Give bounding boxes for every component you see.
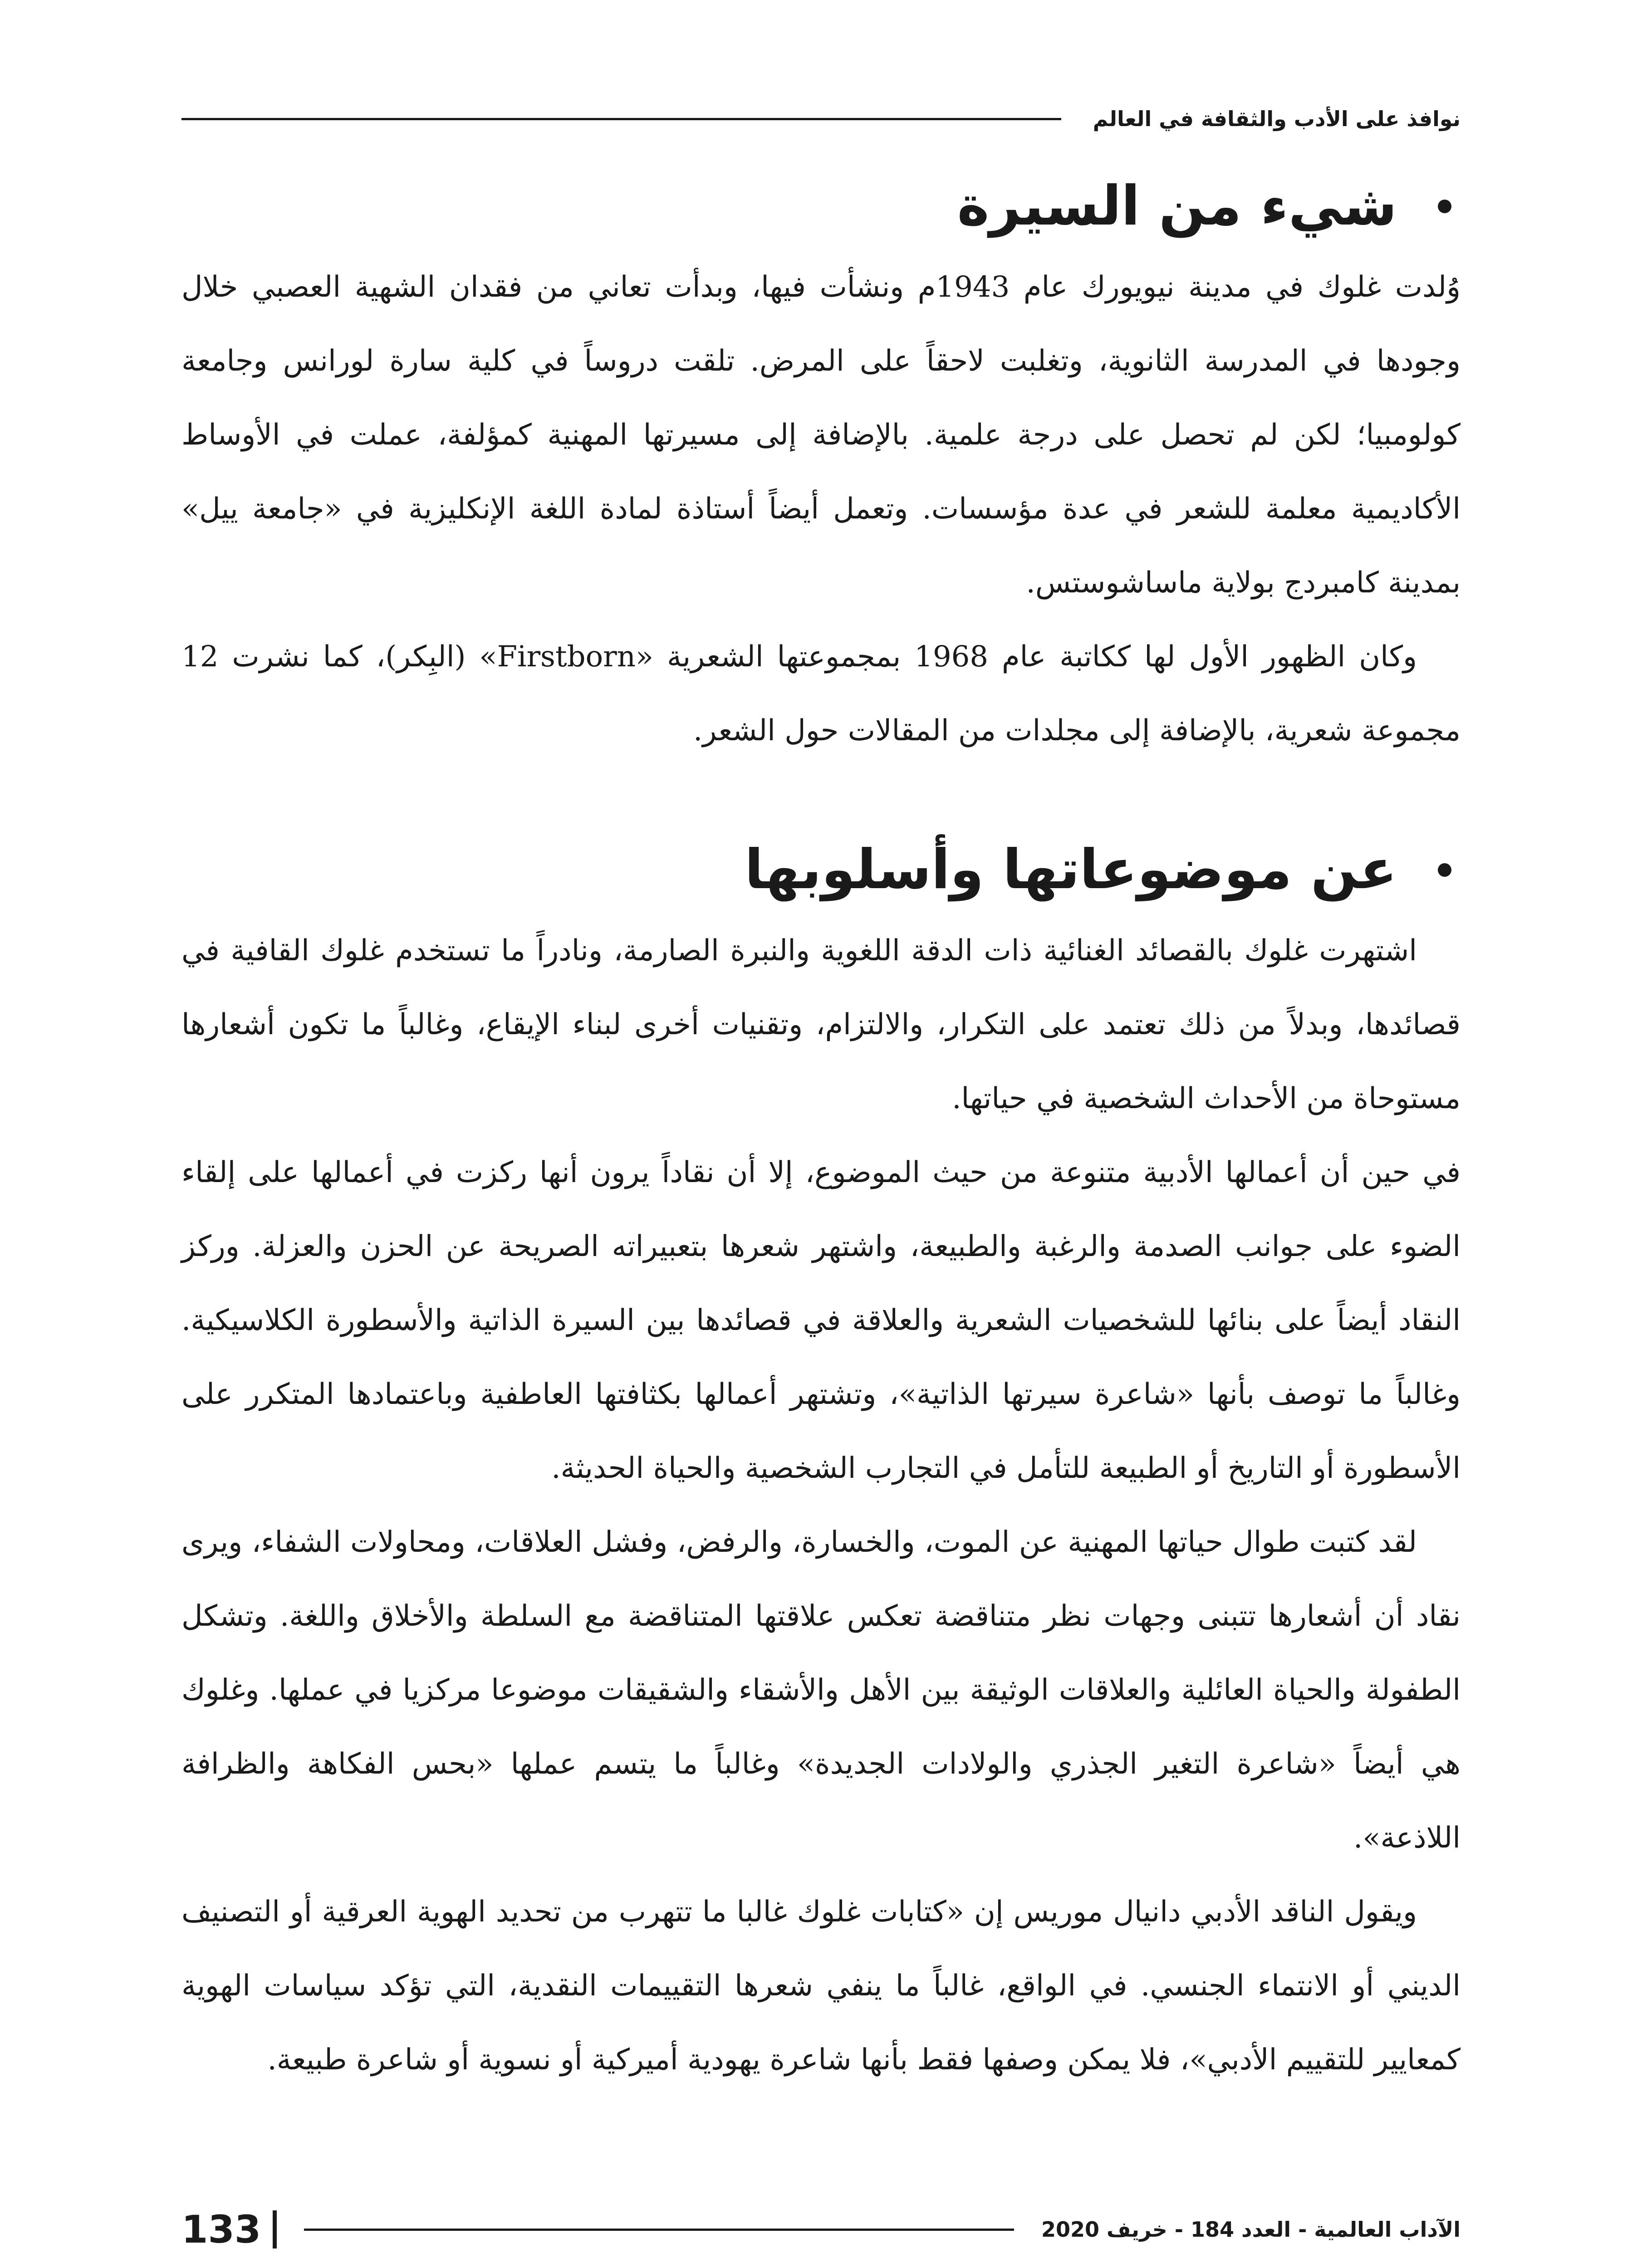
section-heading-text: شيء من السيرة (957, 175, 1397, 238)
section-heading-themes-style (181, 836, 1461, 904)
paragraph-themes-3: لقد كتبت طوال حياتها المهنية عن الموت، والخسارة، والرفض، وفشل العلاقات، ومحاولات الشفاء، ويرى نقاد أن أشعارها تتبنى وجهات نظر متناقضة تعكس علاقتها المتناقضة مع السلطة والأخلاق واللغة. وتشكل الطفولة والحياة العائلية والعلاقات الوثيقة بين الأهل والأشقاء والشقيقات موضوعا مركزيا في عملها. وغلوك هي أيضاً «شاعرة التغير الجذري والولادات الجديدة» وغالباً ما يتسم عملها «بحس الفكاهة والظرافة اللاذعة». (181, 1525, 1461, 1855)
section-heading-biography (181, 172, 1461, 240)
footer-separator (273, 2210, 277, 2248)
header-title: نوافذ على الأدب والثقافة في العالم (1093, 107, 1461, 131)
bullet-icon (1438, 200, 1451, 213)
paragraph-themes-1: اشتهرت غلوك بالقصائد الغنائية ذات الدقة اللغوية والنبرة الصارمة، ونادراً ما تستخدم غلوك القافية في قصائدها، وبدلاً من ذلك تعتمد على التكرار، والالتزام، وتقنيات أخرى لبناء الإيقاع، وغالباً ما تكون أشعارها مستوحاة من الأحداث الشخصية في حياتها. (181, 934, 1461, 1115)
footer-rule (304, 2229, 1014, 2231)
section-heading-text: عن موضوعاتها وأسلوبها (745, 838, 1397, 901)
bullet-icon (1438, 863, 1451, 877)
paragraph-themes-4: ويقول الناقد الأدبي دانيال موريس إن «كتابات غلوك غالبا ما تتهرب من تحديد الهوية العرقية أو التصنيف الديني أو الانتماء الجنسي. في الواقع، غالباً ما ينفي شعرها التقييمات النقدية، التي تؤكد سياسات الهوية كمعايير للتقييم الأدبي»، فلا يمكن وصفها فقط بأنها شاعرة يهودية أميركية أو نسوية أو شاعرة طبيعة. (181, 1895, 1461, 2077)
page-footer (181, 2204, 1461, 2254)
running-header (181, 101, 1461, 137)
footer-journal-issue: الآداب العالمية - العدد 184 - خريف 2020 (1041, 2217, 1461, 2242)
page-number: 133 (181, 2207, 261, 2252)
paragraph-themes-2: في حين أن أعمالها الأدبية متنوعة من حيث الموضوع، إلا أن نقاداً يرون أنها ركزت في أعمالها على إلقاء الضوء على جوانب الصدمة والرغبة والطبيعة، واشتهر شعرها بتعبيراته الصريحة عن الحزن والعزلة. وركز النقاد أيضاً على بنائها للشخصيات الشعرية والعلاقة في قصائدها بين السيرة الذاتية والأسطورة الكلاسيكية. وغالباً ما توصف بأنها «شاعرة سيرتها الذاتية»، وتشتهر أعمالها بكثافتها العاطفية وباعتمادها المتكرر على الأسطورة أو التاريخ أو الطبيعة للتأمل في التجارب الشخصية والحياة الحديثة. (181, 1156, 1461, 1485)
header-rule (181, 118, 1061, 120)
article-body (181, 172, 1461, 2097)
paragraph-biography-1: وُلدت غلوك في مدينة نيويورك عام 1943م ونشأت فيها، وبدأت تعاني من فقدان الشهية العصبي خلال وجودها في المدرسة الثانوية، وتغلبت لاحقاً على المرض. تلقت دروساً في كلية سارة لورانس وجامعة كولومبيا؛ لكن لم تحصل على درجة علمية. بالإضافة إلى مسيرتها المهنية كمؤلفة، عملت في الأوساط الأكاديمية معلمة للشعر في عدة مؤسسات. وتعمل أيضاً أستاذة لمادة اللغة الإنكليزية في «جامعة ييل» بمدينة كامبردج بولاية ماساشوستس. (181, 270, 1461, 600)
paragraph-biography-2: وكان الظهور الأول لها ككاتبة عام 1968 بمجموعتها الشعرية «Firstborn» (البِكر)، كما نشرت 12 مجموعة شعرية، بالإضافة إلى مجلدات من المقالات حول الشعر. (181, 640, 1461, 748)
